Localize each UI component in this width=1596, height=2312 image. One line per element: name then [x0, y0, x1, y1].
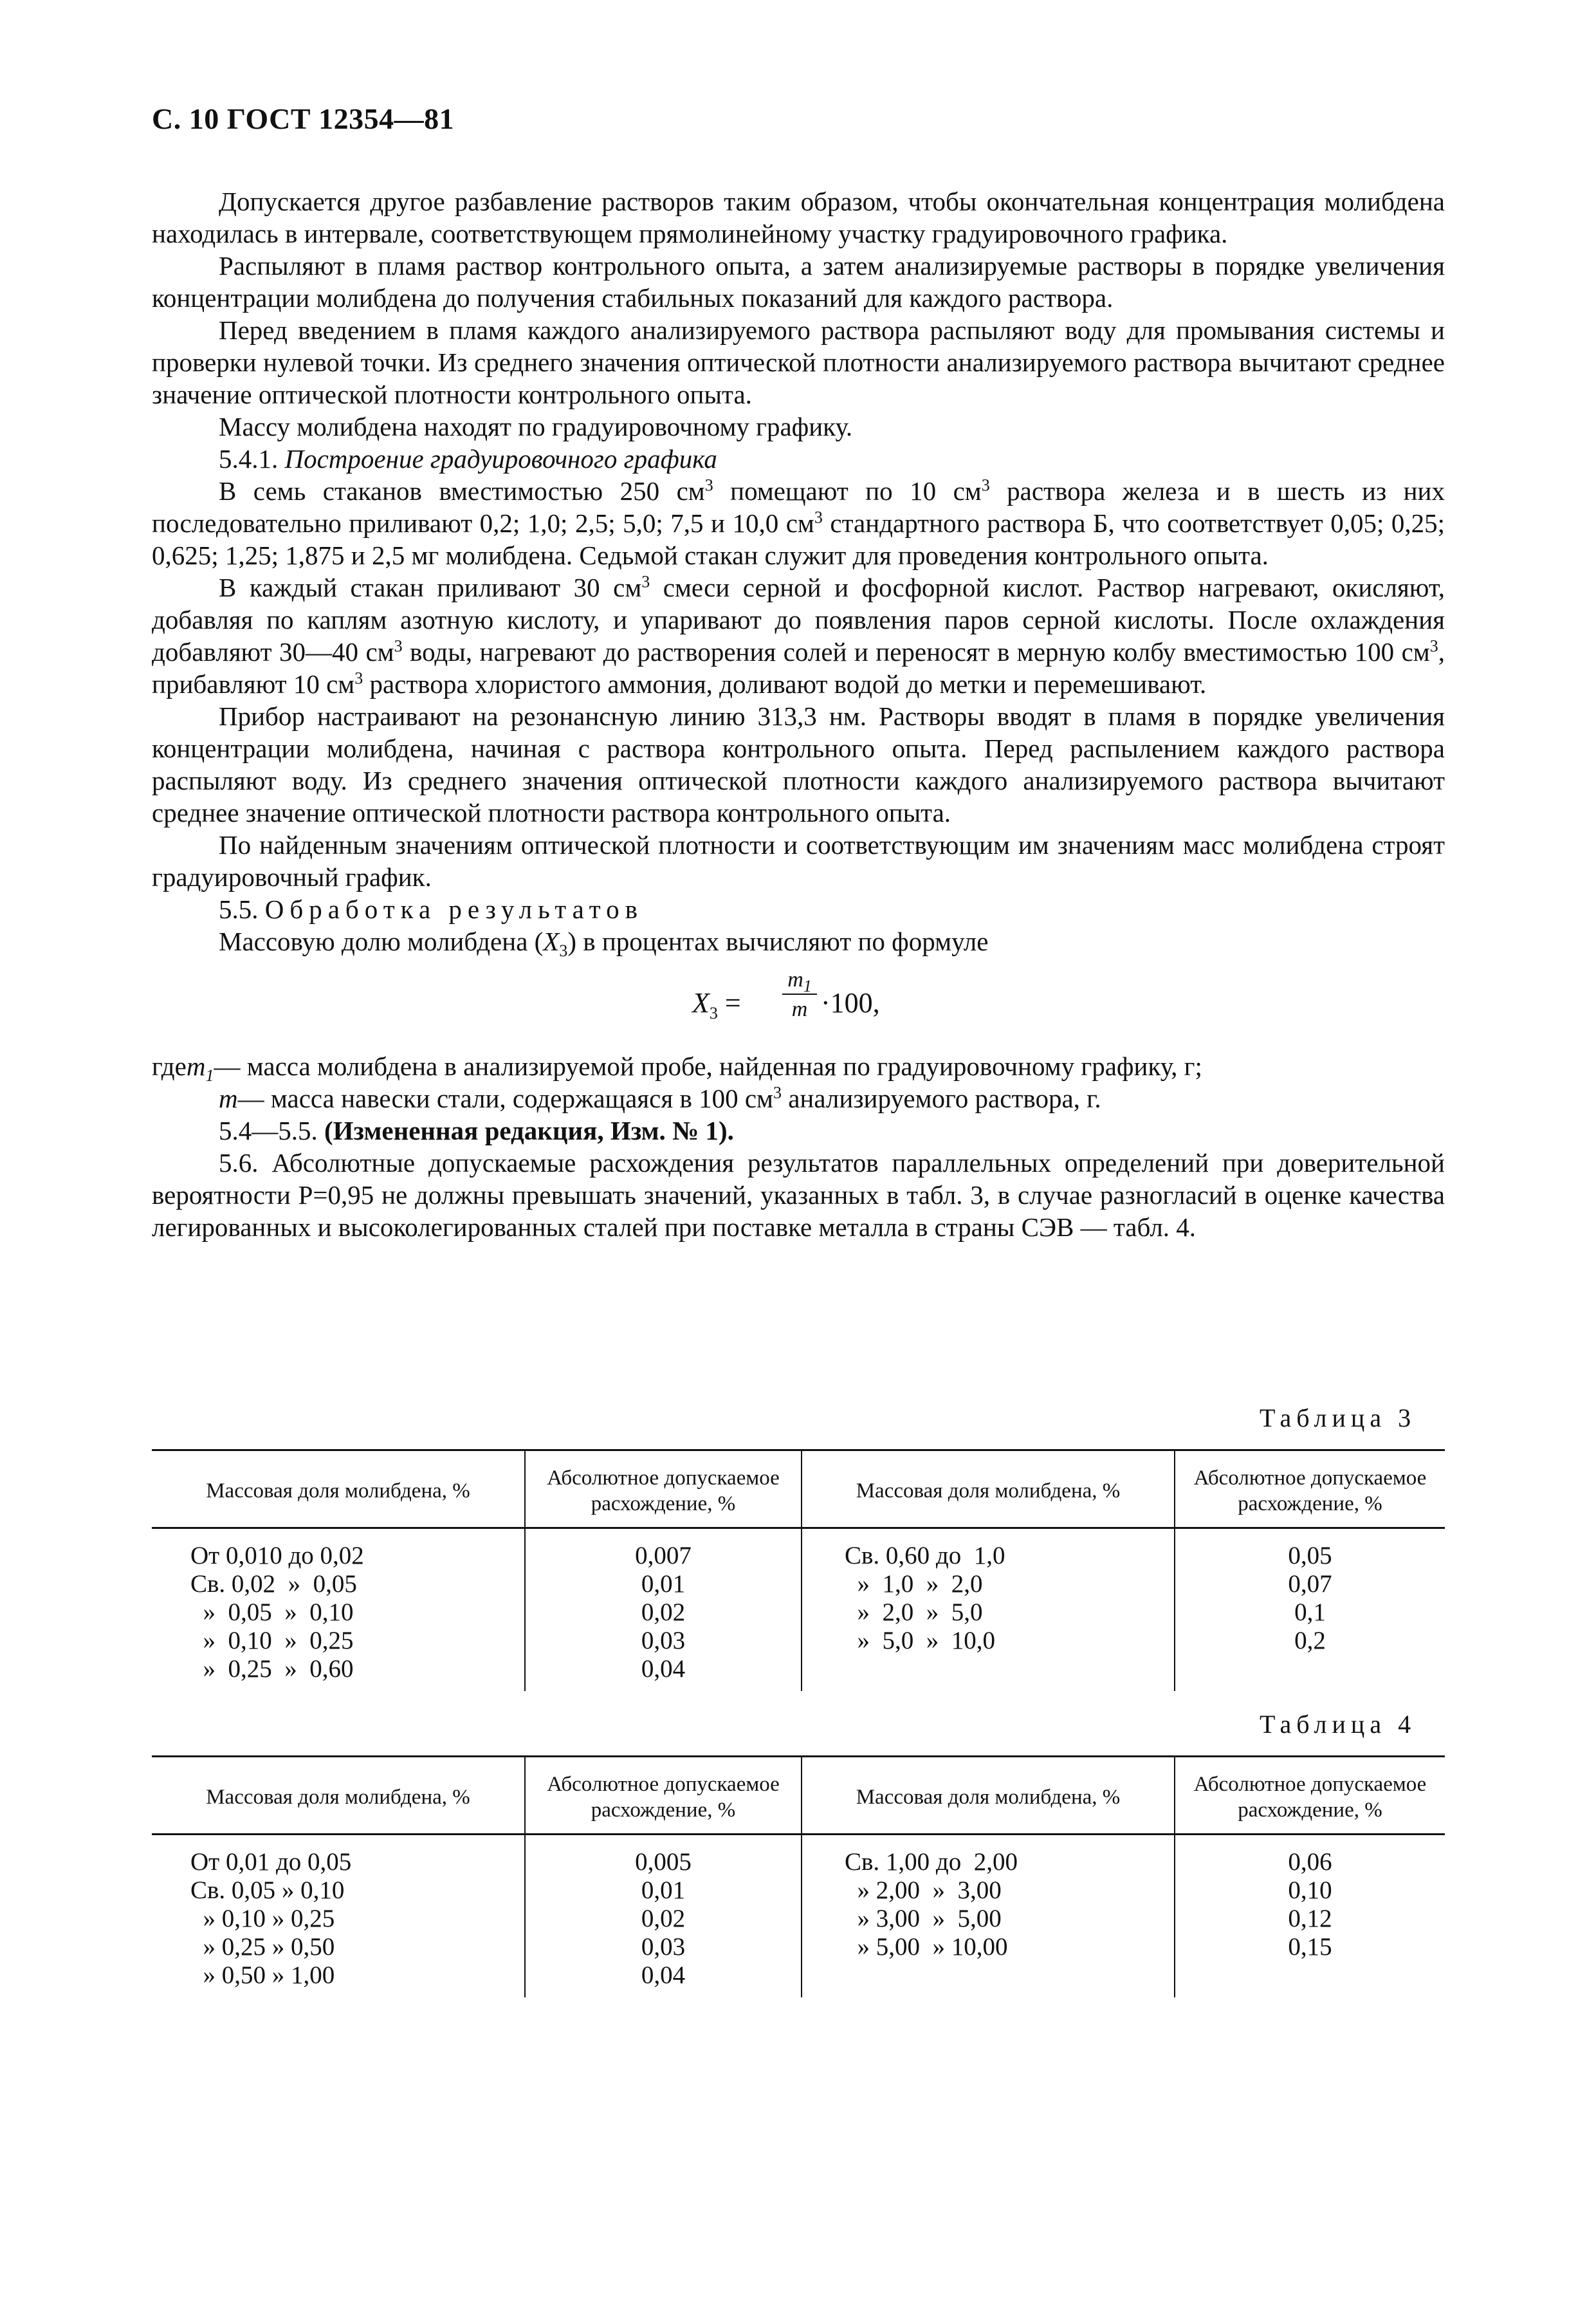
- value-cell: 0,01: [641, 1570, 686, 1598]
- value-cell: 0,12: [1288, 1905, 1332, 1932]
- table4-col4: [1175, 1835, 1445, 1998]
- symbol-m1: [186, 1050, 214, 1086]
- table3-header-3: Массовая доля молибдена, %: [802, 1450, 1175, 1528]
- where-line-m1: [152, 1050, 1445, 1086]
- table3-col2: [525, 1528, 802, 1692]
- table3-header-4: Абсолютное допускаемое расхождение, %: [1175, 1450, 1445, 1528]
- text-run: стандартного раствора Б, что соответствует 0,05; 0,25; 0,625; 1,25; 1,875 и 2,5 мг молибдена. Седьмой стакан служит для проведения контрольного опыта.: [152, 508, 1445, 570]
- range-cell: » 2,0 » 5,0: [845, 1598, 983, 1626]
- value-cell: 0,007: [635, 1542, 692, 1569]
- value-cell: 0,04: [641, 1655, 686, 1683]
- value-cell: 0,02: [641, 1905, 686, 1932]
- table4-col2: [525, 1835, 802, 1998]
- range-cell: От 0,010 до 0,02: [190, 1542, 364, 1569]
- symbol-x: X: [692, 987, 710, 1019]
- symbol-m: m: [787, 968, 803, 992]
- range-cell: » 0,10 » 0,25: [190, 1905, 335, 1932]
- table3-caption: Таблица 3: [1260, 1403, 1417, 1432]
- text-run: В семь стаканов вместимостью 250 см: [219, 476, 705, 506]
- text-run: 5.4—5.5.: [219, 1116, 324, 1145]
- formula-rest: ·100,: [821, 987, 880, 1019]
- value-cell: 0,1: [1294, 1598, 1326, 1626]
- superscript: 3: [641, 572, 650, 591]
- text-run: воды, нагревают до растворения солей и переносят в мерную колбу вместимостью 100 см: [402, 637, 1430, 667]
- text-run: помещают по 10 см: [713, 476, 982, 506]
- subscript: 3: [559, 941, 568, 961]
- value-cell: 0,03: [641, 1933, 686, 1961]
- table-row: [152, 1835, 1445, 1998]
- fraction-denominator: m: [791, 997, 808, 1021]
- table-row: [152, 1528, 1445, 1692]
- range-cell: » 0,25 » 0,50: [190, 1933, 335, 1961]
- range-cell: Св. 0,05 » 0,10: [190, 1876, 345, 1904]
- range-cell: » 2,00 » 3,00: [845, 1876, 1002, 1904]
- subscript: 3: [709, 1003, 718, 1022]
- formula-fraction: [782, 966, 817, 1024]
- paragraph: Перед введением в пламя каждого анализируемого раствора распыляют воду для промывания системы и проверки нулевой точки. Из среднего значения оптической плотности анализируемого раствора вычитают среднее значение оптической плотности контрольного опыта.: [152, 315, 1445, 409]
- superscript: 3: [354, 669, 363, 688]
- table3-header-1: Массовая доля молибдена, %: [152, 1450, 525, 1528]
- paragraph: Прибор настраивают на резонансную линию 313,3 нм. Растворы вводят в пламя в порядке увеличения концентрации молибдена, начиная с раствора контрольного опыта. Перед распылением каждого раствора распыляют воду. Из среднего значения оптической плотности каждого анализируемого раствора вычитают среднее значение оптической плотности раствора контрольного опыта.: [152, 701, 1445, 828]
- range-cell: От 0,01 до 0,05: [190, 1848, 352, 1876]
- range-cell: » 1,0 » 2,0: [845, 1570, 983, 1598]
- value-cell: 0,02: [641, 1598, 686, 1626]
- superscript: 3: [981, 476, 990, 495]
- section-title: Обработка результатов: [264, 894, 644, 924]
- text-run: , прибавляют 10 см: [152, 637, 1445, 699]
- text-run: Массовую долю молибдена (: [219, 927, 544, 956]
- text-run: смеси серной и фосфорной кислот. Раствор нагревают, окисляют, добавляя по каплям азотную кислоту, и упаривают до появления паров серной кислоты. После охлаждения добавляют 30—40 см: [152, 573, 1445, 667]
- fraction-numerator: [782, 966, 817, 995]
- value-cell: 0,10: [1288, 1876, 1332, 1904]
- range-cell: Св. 0,02 » 0,05: [190, 1570, 357, 1598]
- table4-col1: [152, 1835, 525, 1998]
- range-cell: » 0,10 » 0,25: [190, 1627, 354, 1654]
- where-word: где: [152, 1051, 187, 1081]
- text-run: анализируемого раствора, г.: [781, 1084, 1101, 1113]
- document-body: [152, 185, 1445, 1243]
- definition-m1: — масса молибдена в анализируемой пробе, найденная по градуировочному графику, г;: [214, 1051, 1202, 1081]
- definition-m: [238, 1082, 1101, 1114]
- superscript: 3: [704, 476, 713, 495]
- paragraph: Массу молибдена находят по градуировочному графику.: [219, 412, 853, 441]
- table4-caption: Таблица 4: [1260, 1710, 1417, 1739]
- range-cell: Св. 0,60 до 1,0: [845, 1542, 1005, 1569]
- subscript: 1: [803, 976, 812, 995]
- paragraph: [152, 571, 1445, 700]
- section-heading-5-5: [152, 893, 1445, 925]
- amendment-note: [152, 1114, 1445, 1147]
- paragraph: 5.6. Абсолютные допускаемые расхождения результатов параллельных определений при доверительной вероятности P=0,95 не должны превышать значений, указанных в табл. 3, в случае разногласий в оценке качества легированных и высоколегированных сталей при поставке металла в страны СЭВ — табл. 4.: [152, 1148, 1445, 1242]
- table4-header-4: Абсолютное допускаемое расхождение, %: [1175, 1757, 1445, 1835]
- table4-header-2: Абсолютное допускаемое расхождение, %: [525, 1757, 802, 1835]
- text-run: — масса навески стали, содержащаяся в 100 см: [237, 1084, 773, 1113]
- paragraph: Допускается другое разбавление растворов таким образом, чтобы окончательная концентрация молибдена находилась в интервале, соответствующем прямолинейному участку градуировочного графика.: [152, 187, 1445, 248]
- table3-col1: [152, 1528, 525, 1692]
- range-cell: » 0,05 » 0,10: [190, 1598, 354, 1626]
- section-number: 5.4.1.: [219, 444, 279, 474]
- section-title: Построение градуировочного графика: [284, 444, 717, 474]
- where-line-m: [152, 1082, 1445, 1114]
- value-cell: 0,03: [641, 1627, 686, 1654]
- amendment-text: (Измененная редакция, Изм. № 1).: [324, 1116, 734, 1145]
- paragraph: По найденным значениям оптической плотности и соответствующим им значениям масс молибдена строят градуировочный график.: [152, 830, 1445, 892]
- value-cell: 0,15: [1288, 1933, 1332, 1961]
- table4-col3: [802, 1835, 1175, 1998]
- paragraph: [152, 925, 1445, 961]
- text-run: раствора хлористого аммония, доливают водой до метки и перемешивают.: [363, 669, 1207, 699]
- table3-col4: [1175, 1528, 1445, 1692]
- superscript: 3: [773, 1083, 782, 1102]
- table4-header-1: Массовая доля молибдена, %: [152, 1757, 525, 1835]
- range-cell: » 5,00 » 10,00: [845, 1933, 1008, 1961]
- value-cell: 0,07: [1288, 1570, 1332, 1598]
- value-cell: 0,2: [1294, 1627, 1326, 1654]
- value-cell: 0,05: [1288, 1542, 1332, 1569]
- range-cell: » 5,0 » 10,0: [845, 1627, 995, 1654]
- table3: [152, 1449, 1445, 1691]
- symbol-m: m: [186, 1051, 206, 1081]
- table4: [152, 1755, 1445, 1997]
- value-cell: 0,06: [1288, 1848, 1332, 1876]
- paragraph: [152, 475, 1445, 571]
- symbol-m: m: [219, 1084, 238, 1113]
- page-header: С. 10 ГОСТ 12354—81: [152, 102, 455, 135]
- range-cell: Св. 1,00 до 2,00: [845, 1848, 1018, 1876]
- table3-header-2: Абсолютное допускаемое расхождение, %: [525, 1450, 802, 1528]
- value-cell: 0,01: [641, 1876, 686, 1904]
- superscript: 3: [814, 508, 823, 527]
- formula-lhs: [692, 987, 741, 1022]
- section-heading-5-4-1: [152, 443, 1445, 475]
- formula: [152, 961, 1445, 1044]
- text-run: В каждый стакан приливают 30 см: [219, 573, 642, 602]
- subscript: 1: [205, 1066, 214, 1086]
- range-cell: » 0,50 » 1,00: [190, 1961, 335, 1989]
- value-cell: 0,04: [641, 1961, 686, 1989]
- superscript: 3: [1429, 636, 1438, 656]
- section-number: 5.5.: [219, 894, 259, 924]
- text-run: раствора железа и в шесть из них последовательно приливают 0,2; 1,0; 2,5; 5,0; 7,5 и 10,0 см: [152, 476, 1445, 538]
- table3-col3: [802, 1528, 1175, 1692]
- paragraph: Распыляют в пламя раствор контрольного опыта, а затем анализируемые растворы в порядке увеличения концентрации молибдена до получения стабильных показаний для каждого раствора.: [152, 251, 1445, 313]
- superscript: 3: [394, 636, 403, 656]
- equals-sign: =: [717, 987, 741, 1019]
- range-cell: » 3,00 » 5,00: [845, 1905, 1002, 1932]
- symbol-x: X: [543, 927, 560, 956]
- range-cell: » 0,25 » 0,60: [190, 1655, 354, 1683]
- value-cell: 0,005: [635, 1848, 692, 1876]
- text-run: ) в процентах вычисляют по формуле: [567, 927, 989, 956]
- table4-header-3: Массовая доля молибдена, %: [802, 1757, 1175, 1835]
